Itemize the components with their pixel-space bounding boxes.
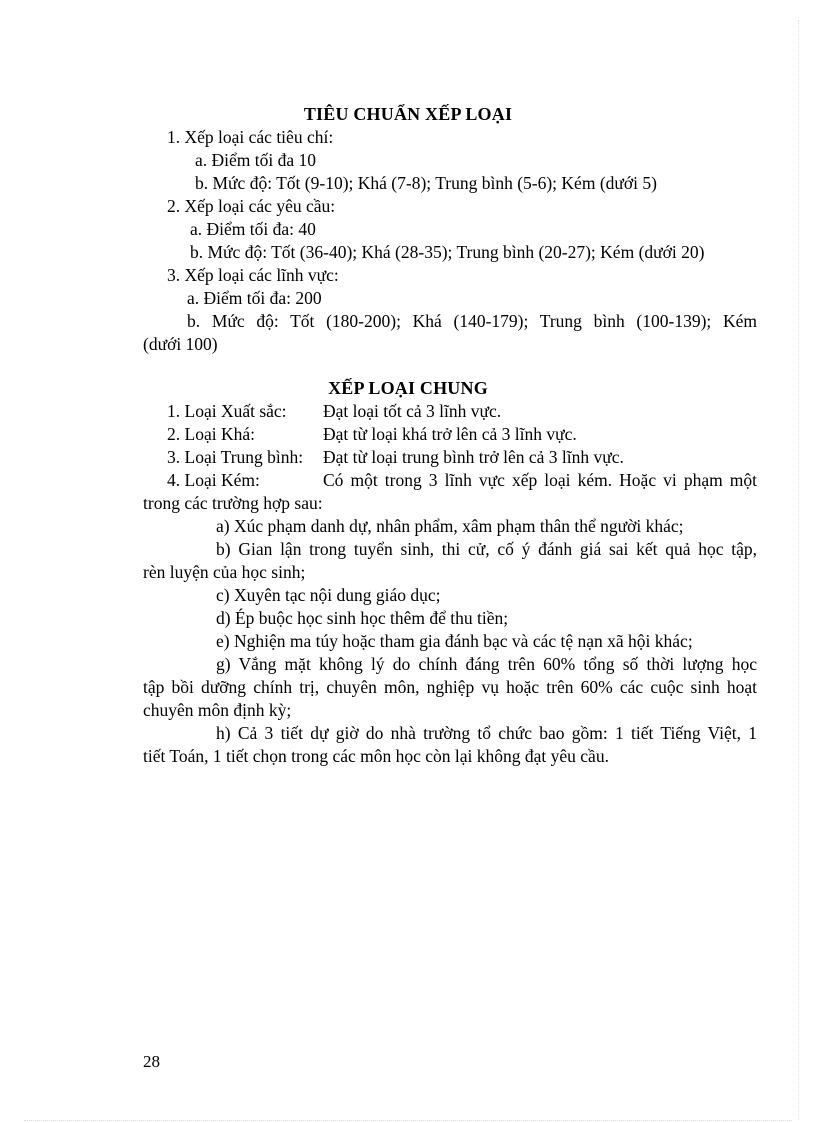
violation-e: e) Nghiện ma túy hoặc tham gia đánh bạc và các tệ nạn xã hội khác; (216, 631, 693, 651)
violation-c: c) Xuyên tạc nội dung giáo dục; (216, 585, 441, 605)
rating-desc-excellent: Đạt loại tốt cả 3 lĩnh vực. (323, 401, 502, 421)
violation-h-line1: h) Cả 3 tiết dự giờ do nhà trường tổ chức bao gồm: 1 tiết Tiếng Việt, 1 (216, 723, 757, 743)
item-2-heading: 2. Xếp loại các yêu cầu: (167, 196, 336, 216)
rating-label-good: 2. Loại Khá: (167, 424, 255, 444)
rating-desc-weak: Có một trong 3 lĩnh vực xếp loại kém. Hoặc vi phạm một (323, 470, 757, 490)
rating-label-excellent: 1. Loại Xuất sắc: (167, 401, 287, 421)
page-number: 28 (143, 1052, 160, 1071)
item-3-b-line2: (dưới 100) (143, 334, 218, 354)
item-3-a: a. Điểm tối đa: 200 (187, 288, 322, 308)
violation-d: d) Ép buộc học sinh học thêm để thu tiền; (216, 608, 509, 628)
rating-label-average: 3. Loại Trung bình: (167, 447, 304, 467)
rating-weak-continuation: trong các trường hợp sau: (143, 493, 323, 513)
item-2-b: b. Mức độ: Tốt (36-40); Khá (28-35); Trung bình (20-27); Kém (dưới 20) (190, 242, 705, 262)
rating-desc-good: Đạt từ loại khá trở lên cả 3 lĩnh vực. (323, 424, 577, 444)
violation-b-line1: b) Gian lận trong tuyển sinh, thi cử, cố ý đánh giá sai kết quả học tập, (216, 539, 757, 559)
item-2-a: a. Điểm tối đa: 40 (190, 219, 316, 239)
item-1-heading: 1. Xếp loại các tiêu chí: (167, 127, 334, 147)
item-3-heading: 3. Xếp loại các lĩnh vực: (167, 265, 339, 285)
section-title-overall: XẾP LOẠI CHUNG (328, 378, 488, 398)
rating-label-weak: 4. Loại Kém: (167, 470, 260, 490)
page-edge-bottom (24, 1120, 792, 1121)
violation-a: a) Xúc phạm danh dự, nhân phẩm, xâm phạm thân thể người khác; (216, 516, 684, 536)
item-1-b: b. Mức độ: Tốt (9-10); Khá (7-8); Trung bình (5-6); Kém (dưới 5) (195, 173, 657, 193)
violation-g-line2: tập bồi dưỡng chính trị, chuyên môn, nghiệp vụ hoặc trên 60% các cuộc sinh hoạt (143, 677, 757, 697)
violation-g-line1: g) Vắng mặt không lý do chính đáng trên 60% tổng số thời lượng học (216, 654, 757, 674)
rating-desc-average: Đạt từ loại trung bình trở lên cả 3 lĩnh vực. (323, 447, 624, 467)
item-1-a: a. Điểm tối đa 10 (195, 150, 317, 170)
section-title-criteria: TIÊU CHUẨN XẾP LOẠI (303, 104, 513, 124)
item-3-b-line1: b. Mức độ: Tốt (180-200); Khá (140-179); Trung bình (100-139); Kém (187, 311, 757, 331)
violation-h-line2: tiết Toán, 1 tiết chọn trong các môn học còn lại không đạt yêu cầu. (143, 746, 609, 766)
violation-b-line2: rèn luyện của học sinh; (143, 562, 306, 582)
violation-g-line3: chuyên môn định kỳ; (143, 700, 292, 720)
page-edge-right (798, 20, 799, 1120)
